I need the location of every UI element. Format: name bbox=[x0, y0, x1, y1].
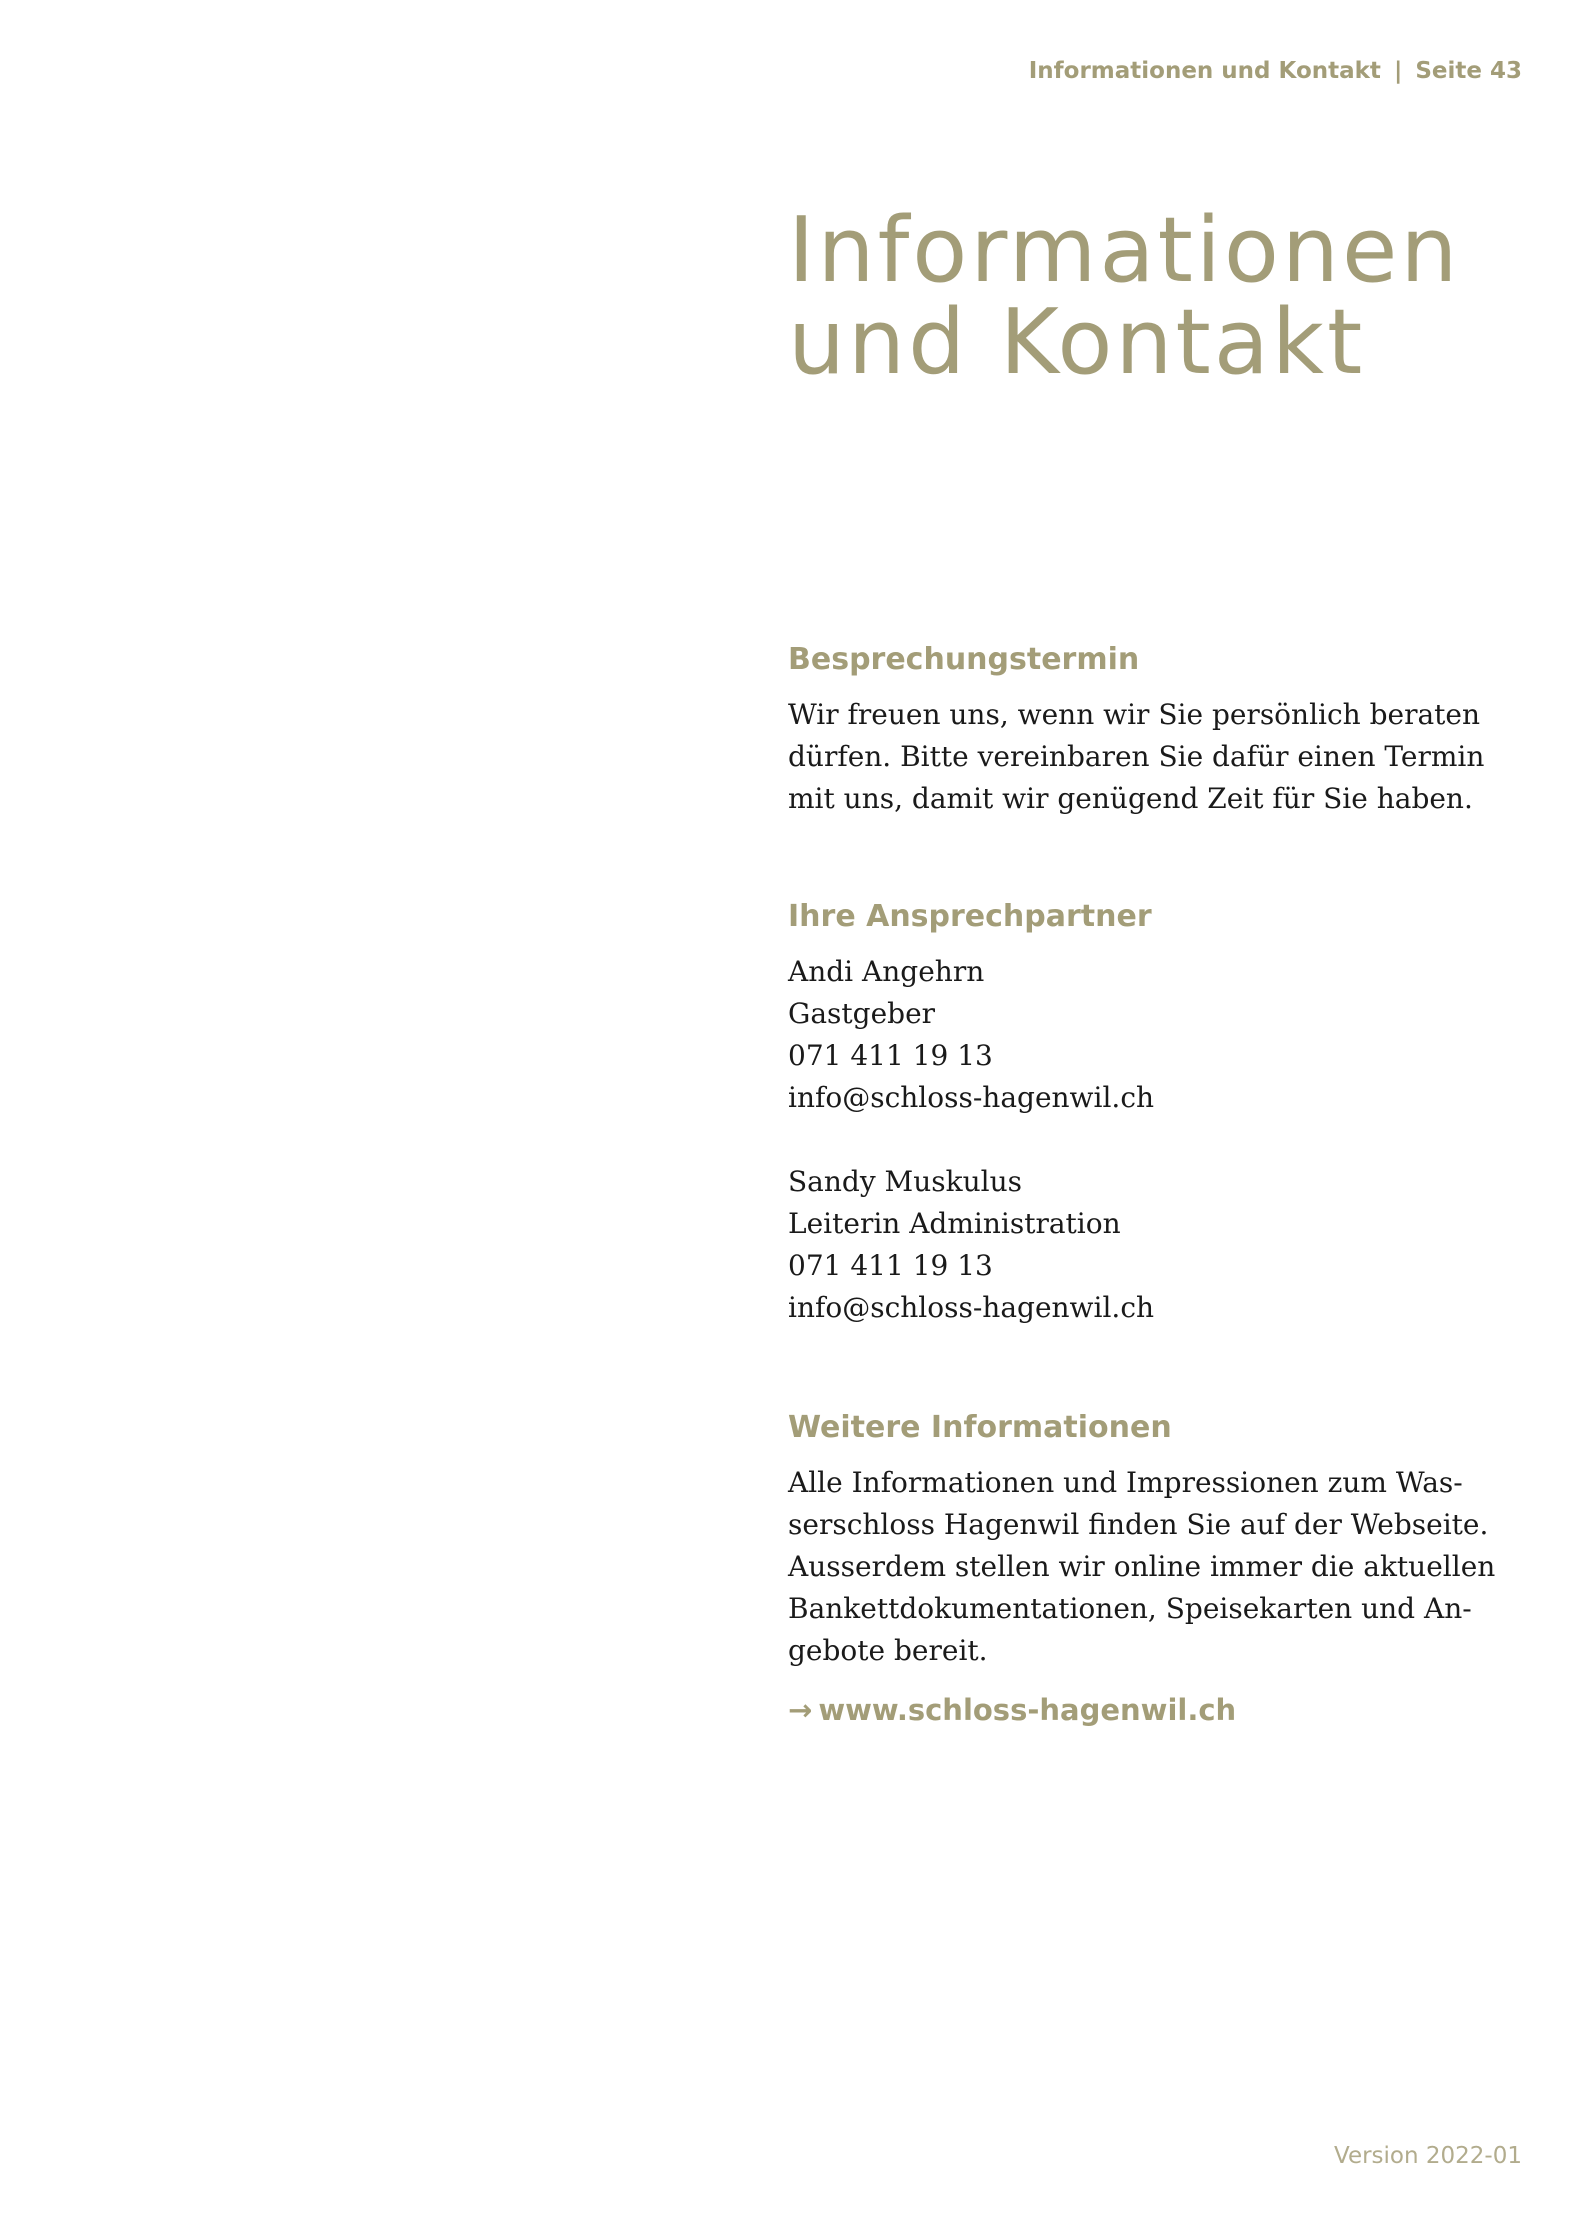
more-info-line: Bankettdokumentationen, Speisekarten und An- bbox=[788, 1592, 1472, 1625]
page-title-line-1: Informationen bbox=[788, 198, 1461, 303]
more-info-line: serschloss Hagenwil finden Sie auf der Webseite. bbox=[788, 1508, 1489, 1541]
more-info-paragraph bbox=[788, 1462, 1528, 1672]
running-header-separator: | bbox=[1393, 58, 1403, 84]
page-title bbox=[788, 198, 1461, 395]
contact-role: Gastgeber bbox=[788, 997, 936, 1030]
contact-email[interactable]: info@schloss-hagenwil.ch bbox=[788, 1291, 1155, 1324]
more-info-section bbox=[788, 1408, 1528, 1730]
more-info-heading: Weitere Informationen bbox=[788, 1410, 1172, 1445]
contact-name: Sandy Muskulus bbox=[788, 1165, 1022, 1198]
more-info-line: Ausserdem stellen wir online immer die aktuellen bbox=[788, 1550, 1496, 1583]
meeting-line: dürfen. Bitte vereinbaren Sie dafür einen Termin bbox=[788, 740, 1485, 773]
contact-spacer bbox=[788, 1119, 1528, 1161]
website-link-text[interactable]: www.schloss-hagenwil.ch bbox=[818, 1693, 1237, 1727]
contact-card-sandy-muskulus bbox=[788, 1161, 1528, 1329]
arrow-right-icon: → bbox=[788, 1693, 813, 1727]
website-link[interactable] bbox=[788, 1690, 1528, 1730]
running-header-section-title: Informationen und Kontakt bbox=[1028, 58, 1381, 84]
more-info-line: Alle Informationen und Impressionen zum Was- bbox=[788, 1466, 1463, 1499]
contact-name: Andi Angehrn bbox=[788, 955, 985, 988]
contact-card-andi-angehrn bbox=[788, 951, 1528, 1119]
contacts-section bbox=[788, 897, 1528, 1329]
contact-phone[interactable]: 071 411 19 13 bbox=[788, 1249, 993, 1282]
contacts-heading: Ihre Ansprechpartner bbox=[788, 899, 1152, 934]
contact-email[interactable]: info@schloss-hagenwil.ch bbox=[788, 1081, 1155, 1114]
version-label: Version 2022-01 bbox=[1334, 2143, 1522, 2169]
meeting-heading: Besprechungstermin bbox=[788, 642, 1140, 677]
page-number: Seite 43 bbox=[1415, 58, 1522, 84]
meeting-paragraph bbox=[788, 694, 1528, 820]
more-info-line: gebote bereit. bbox=[788, 1634, 988, 1667]
meeting-section bbox=[788, 640, 1528, 820]
meeting-line: mit uns, damit wir genügend Zeit für Sie haben. bbox=[788, 782, 1473, 815]
meeting-line: Wir freuen uns, wenn wir Sie persönlich beraten bbox=[788, 698, 1481, 731]
page-title-line-2: und Kontakt bbox=[788, 290, 1366, 395]
contact-phone[interactable]: 071 411 19 13 bbox=[788, 1039, 993, 1072]
running-header bbox=[1029, 58, 1522, 84]
contact-role: Leiterin Administration bbox=[788, 1207, 1121, 1240]
